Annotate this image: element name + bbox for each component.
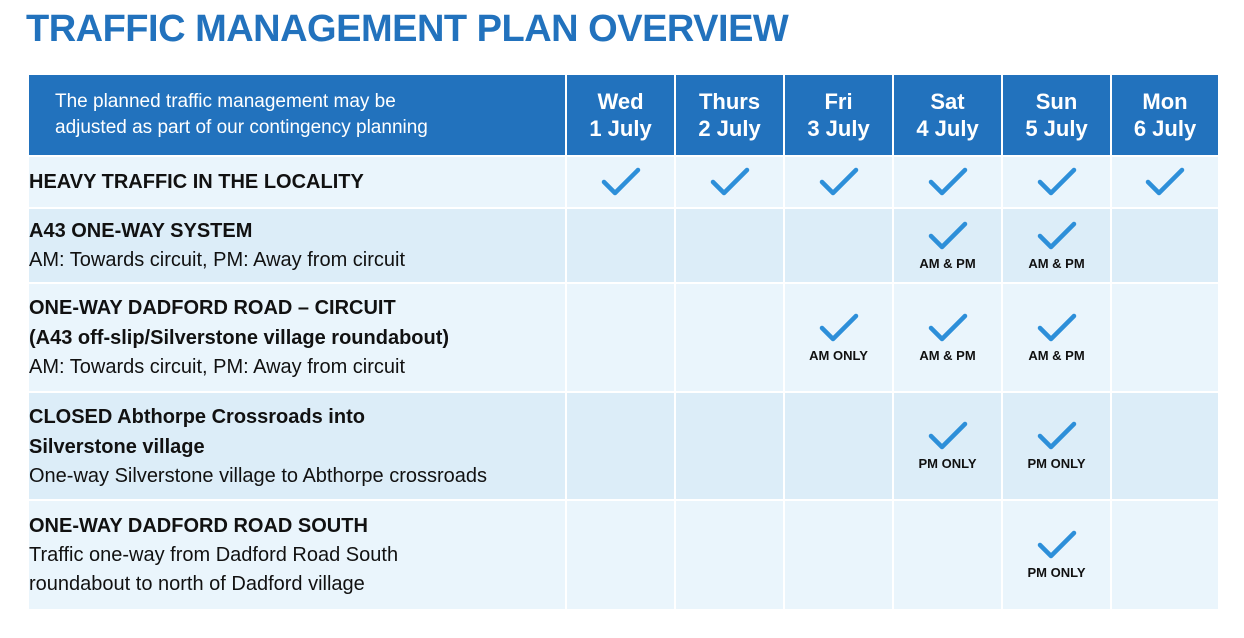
day-cell (1002, 156, 1111, 208)
checkmark-icon (818, 166, 860, 198)
day-date: 1 July (589, 116, 652, 141)
day-name: Mon (1142, 89, 1188, 114)
day-cell (566, 392, 675, 500)
checkmark-icon (1144, 166, 1186, 198)
day-cell (893, 500, 1002, 610)
row-description: Traffic one-way from Dadford Road South (29, 544, 399, 566)
checkmark-icon (1036, 312, 1078, 344)
day-name: Fri (824, 89, 853, 114)
day-header (784, 74, 893, 156)
day-cell (1111, 500, 1219, 610)
checkmark-icon (1036, 166, 1078, 198)
row-title: ONE-WAY DADFORD ROAD – CIRCUIT (29, 297, 396, 319)
day-cell (893, 392, 1002, 500)
row-description: AM: Towards circuit, PM: Away from circuit (29, 249, 406, 271)
schedule-note: AM & PM (919, 255, 976, 271)
day-cell (1111, 208, 1219, 283)
day-cell (893, 156, 1002, 208)
schedule-note: PM ONLY (918, 456, 977, 471)
row-label (28, 156, 566, 208)
day-cell (1111, 156, 1219, 208)
day-name: Sun (1035, 89, 1078, 114)
day-date: 6 July (1133, 116, 1197, 141)
day-cell (784, 156, 893, 208)
row-description: One-way Silverstone village to Abthorpe crossroads (29, 464, 488, 487)
day-name: Thurs (698, 89, 761, 114)
day-cell (1002, 392, 1111, 500)
schedule-note: AM & PM (1028, 255, 1085, 271)
schedule-note: PM ONLY (1027, 565, 1086, 580)
row-label (28, 500, 566, 610)
row-description: AM: Towards circuit, PM: Away from circuit (29, 356, 406, 378)
schedule-note: PM ONLY (1027, 456, 1086, 471)
day-cell (784, 392, 893, 500)
day-cell (566, 283, 675, 392)
checkmark-icon (818, 312, 860, 344)
day-date: 4 July (916, 116, 979, 141)
row-title: Silverstone village (29, 435, 205, 458)
day-cell (675, 500, 784, 610)
day-cell (893, 208, 1002, 283)
day-cell (675, 392, 784, 500)
checkmark-icon (927, 312, 969, 344)
plan-rows (28, 156, 1219, 610)
schedule-note: AM & PM (919, 347, 976, 363)
checkmark-icon (1036, 529, 1078, 561)
row-title: A43 ONE-WAY SYSTEM (29, 220, 253, 242)
table-row (28, 156, 1219, 208)
header-row (28, 74, 1219, 156)
checkmark-icon (927, 220, 969, 252)
table-row (28, 208, 1219, 283)
checkmark-icon (927, 420, 969, 452)
table-row (28, 392, 1219, 500)
row-description: roundabout to north of Dadford village (29, 573, 365, 595)
day-cell (675, 208, 784, 283)
row-label (28, 392, 566, 500)
day-cell (1111, 283, 1219, 392)
row-title: (A43 off-slip/Silverstone village roundabout) (29, 327, 450, 349)
day-cell (675, 283, 784, 392)
row-label (28, 283, 566, 392)
day-cell (784, 208, 893, 283)
day-date: 5 July (1025, 116, 1088, 141)
day-name: Sat (930, 89, 965, 114)
day-cell (675, 156, 784, 208)
table-row (28, 283, 1219, 392)
page-title: TRAFFIC MANAGEMENT PLAN OVERVIEW (26, 8, 789, 50)
checkmark-icon (709, 166, 751, 198)
intro-line: The planned traffic management may be (55, 91, 396, 112)
day-cell (893, 283, 1002, 392)
day-cell (566, 208, 675, 283)
day-header (1111, 74, 1219, 156)
checkmark-icon (600, 166, 642, 198)
day-header (893, 74, 1002, 156)
intro-line: adjusted as part of our contingency planning (55, 117, 428, 138)
day-header (566, 74, 675, 156)
row-title: HEAVY TRAFFIC IN THE LOCALITY (29, 171, 364, 193)
checkmark-icon (1036, 220, 1078, 252)
row-title: ONE-WAY DADFORD ROAD SOUTH (29, 515, 368, 537)
traffic-plan-table (27, 73, 1220, 611)
day-header (1002, 74, 1111, 156)
row-label (28, 208, 566, 283)
schedule-note: AM ONLY (809, 347, 868, 363)
day-header (675, 74, 784, 156)
day-date: 3 July (807, 116, 870, 141)
day-cell (566, 500, 675, 610)
intro-note (28, 74, 566, 156)
schedule-note: AM & PM (1028, 347, 1085, 363)
row-title: CLOSED Abthorpe Crossroads into (29, 405, 365, 428)
day-name: Wed (597, 89, 644, 114)
day-cell (566, 156, 675, 208)
day-cell (1002, 208, 1111, 283)
day-cell (784, 500, 893, 610)
day-date: 2 July (698, 116, 761, 141)
day-cell (1002, 500, 1111, 610)
table-row (28, 500, 1219, 610)
day-cell (1002, 283, 1111, 392)
checkmark-icon (1036, 420, 1078, 452)
checkmark-icon (927, 166, 969, 198)
day-cell (784, 283, 893, 392)
day-cell (1111, 392, 1219, 500)
